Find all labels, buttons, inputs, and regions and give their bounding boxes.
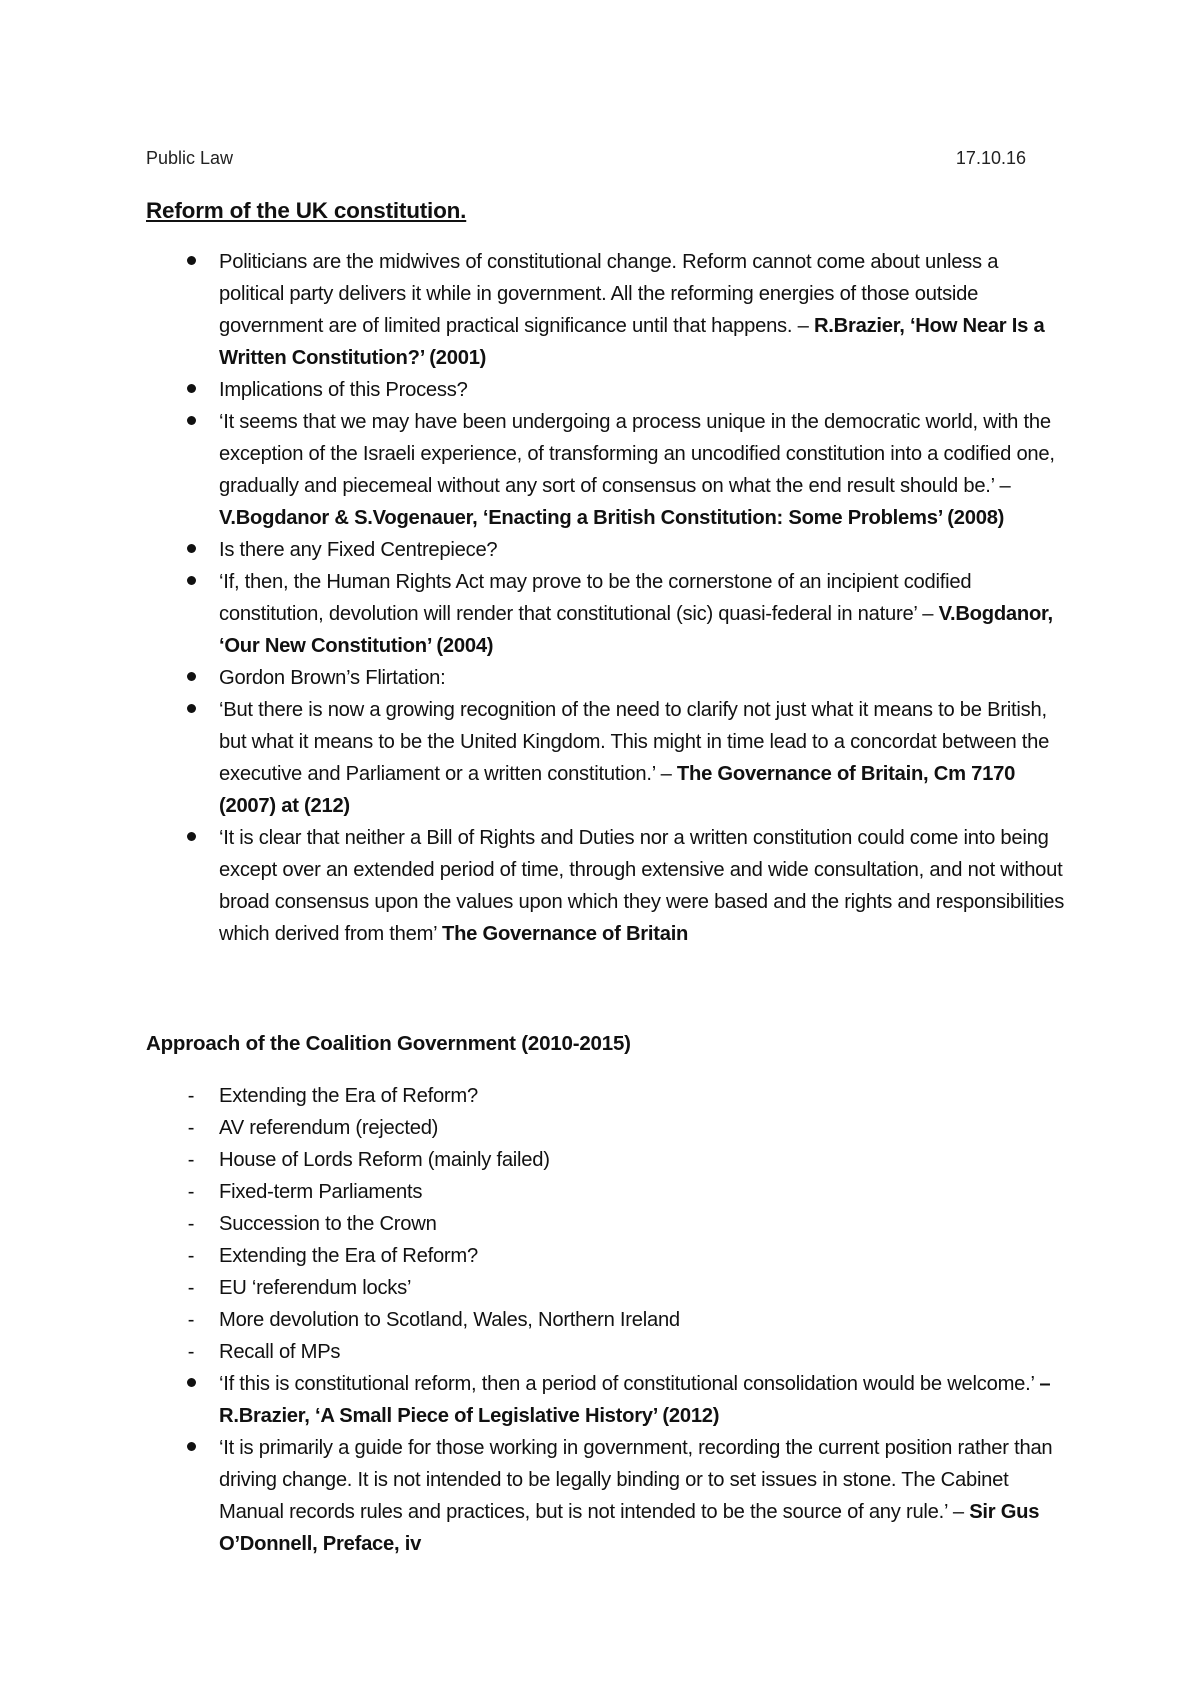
citation: V.Bogdanor & S.Vogenauer, ‘Enacting a British Constitution: Some Problems’ (2008) bbox=[219, 507, 1005, 529]
bullet-dot bbox=[187, 544, 196, 553]
list-item bbox=[146, 534, 1066, 566]
citation: V.Bogdanor, ‘Our New Constitution’ (2004) bbox=[219, 603, 1053, 657]
bullet-icon bbox=[184, 566, 198, 598]
dash-icon: - bbox=[187, 1277, 195, 1299]
list-item bbox=[146, 822, 1066, 950]
list-item bbox=[146, 1272, 1066, 1304]
page-title: Reform of the UK constitution. bbox=[146, 198, 467, 223]
dash-icon: - bbox=[187, 1149, 195, 1171]
list-item bbox=[146, 406, 1066, 534]
bullet-dot bbox=[187, 256, 196, 265]
course-name: Public Law bbox=[146, 148, 234, 168]
list-item-text: More devolution to Scotland, Wales, Northern Ireland bbox=[219, 1309, 680, 1331]
bullet-dot bbox=[187, 384, 196, 393]
list-item-text: ‘If this is constitutional reform, then a period of constitutional consolidation would be welcome.’ bbox=[219, 1373, 1040, 1395]
bullet-icon bbox=[184, 1368, 198, 1400]
citation: Sir Gus O’Donnell, Preface, iv bbox=[219, 1501, 1040, 1555]
bullet-icon bbox=[184, 246, 198, 278]
list-item-text: Gordon Brown’s Flirtation: bbox=[219, 667, 446, 689]
list-item-text: House of Lords Reform (mainly failed) bbox=[219, 1149, 550, 1171]
list-item bbox=[146, 246, 1066, 374]
bullet-icon bbox=[184, 1432, 198, 1464]
dash-icon: - bbox=[187, 1245, 195, 1267]
bullet-dot bbox=[187, 576, 196, 585]
list-item-text: Implications of this Process? bbox=[219, 379, 468, 401]
list-item-text: Extending the Era of Reform? bbox=[219, 1085, 478, 1107]
bullet-dot bbox=[187, 672, 196, 681]
list-item-text: ‘It seems that we may have been undergoing a process unique in the democratic world, with the exception of the Israeli experience, of transforming an uncodified constitution into a codified one, gradually and piecemeal without any sort of consensus on what the end result should be.’ – bbox=[219, 411, 1055, 497]
dash-icon: - bbox=[187, 1309, 195, 1331]
list-item-text: ‘It is clear that neither a Bill of Rights and Duties nor a written constitution could come into being except over an extended period of time, through extensive and wide consultation, and not without broad consensus upon the values upon which they were based and the rights and responsibilities which derived from them’ bbox=[219, 827, 1065, 945]
list-item bbox=[146, 1304, 1066, 1336]
page-header bbox=[146, 148, 1026, 174]
bullet-icon bbox=[184, 534, 198, 566]
list-item bbox=[146, 1336, 1066, 1368]
list-item-text: Extending the Era of Reform? bbox=[219, 1245, 478, 1267]
list-item bbox=[146, 1176, 1066, 1208]
citation: The Governance of Britain bbox=[442, 923, 689, 945]
list-item-text: Politicians are the midwives of constitutional change. Reform cannot come about unless a political party delivers it while in government. All the reforming energies of those outside government are of limited practical significance until that happens. – bbox=[219, 251, 999, 337]
dash-icon: - bbox=[187, 1085, 195, 1107]
list-item bbox=[146, 1080, 1066, 1112]
list-item-text: Recall of MPs bbox=[219, 1341, 341, 1363]
citation: – R.Brazier, ‘A Small Piece of Legislative History’ (2012) bbox=[219, 1373, 1051, 1427]
citation: R.Brazier, ‘How Near Is a Written Constitution?’ (2001) bbox=[219, 315, 1045, 369]
list-item-text: EU ‘referendum locks’ bbox=[219, 1277, 412, 1299]
list-item-text: Fixed-term Parliaments bbox=[219, 1181, 423, 1203]
list-item bbox=[146, 1112, 1066, 1144]
citation: The Governance of Britain, Cm 7170 (2007) at (212) bbox=[219, 763, 1016, 817]
list-coalition-approach bbox=[146, 1080, 1066, 1560]
list-item bbox=[146, 1208, 1066, 1240]
list-item-text: Succession to the Crown bbox=[219, 1213, 437, 1235]
list-item bbox=[146, 1432, 1066, 1560]
dash-icon: - bbox=[187, 1181, 195, 1203]
bullet-icon bbox=[184, 822, 198, 854]
bullet-dot bbox=[187, 416, 196, 425]
bullet-icon bbox=[184, 374, 198, 406]
bullet-icon bbox=[184, 406, 198, 438]
list-item bbox=[146, 1144, 1066, 1176]
bullet-list-reform bbox=[146, 246, 1066, 950]
list-item bbox=[146, 694, 1066, 822]
bullet-dot bbox=[187, 704, 196, 713]
list-item bbox=[146, 566, 1066, 662]
list-item-text: ‘But there is now a growing recognition of the need to clarify not just what it means to be British, but what it means to be the United Kingdom. This might in time lead to a concordat between the executive and Parliament or a written constitution.’ – bbox=[219, 699, 1050, 785]
section-heading: Approach of the Coalition Government (2010-2015) bbox=[146, 1032, 631, 1055]
list-item bbox=[146, 374, 1066, 406]
list-item-text: ‘If, then, the Human Rights Act may prove to be the cornerstone of an incipient codified constitution, devolution will render that constitutional (sic) quasi-federal in nature’ – bbox=[219, 571, 972, 625]
dash-icon: - bbox=[187, 1213, 195, 1235]
bullet-icon bbox=[184, 662, 198, 694]
bullet-dot bbox=[187, 1442, 196, 1451]
list-item-text: ‘It is primarily a guide for those working in government, recording the current position rather than driving change. It is not intended to be legally binding or to set issues in stone. The Cabinet Manual records rules and practices, but is not intended to be the source of any rule.’ – bbox=[219, 1437, 1053, 1523]
list-item bbox=[146, 1240, 1066, 1272]
bullet-dot bbox=[187, 832, 196, 841]
bullet-icon bbox=[184, 694, 198, 726]
dash-icon: - bbox=[187, 1117, 195, 1139]
bullet-dot bbox=[187, 1378, 196, 1387]
date: 17.10.16 bbox=[955, 148, 1026, 168]
list-item bbox=[146, 662, 1066, 694]
dash-icon: - bbox=[187, 1341, 195, 1363]
list-item-text: AV referendum (rejected) bbox=[219, 1117, 439, 1139]
list-item-text: Is there any Fixed Centrepiece? bbox=[219, 539, 498, 561]
list-item bbox=[146, 1368, 1066, 1432]
